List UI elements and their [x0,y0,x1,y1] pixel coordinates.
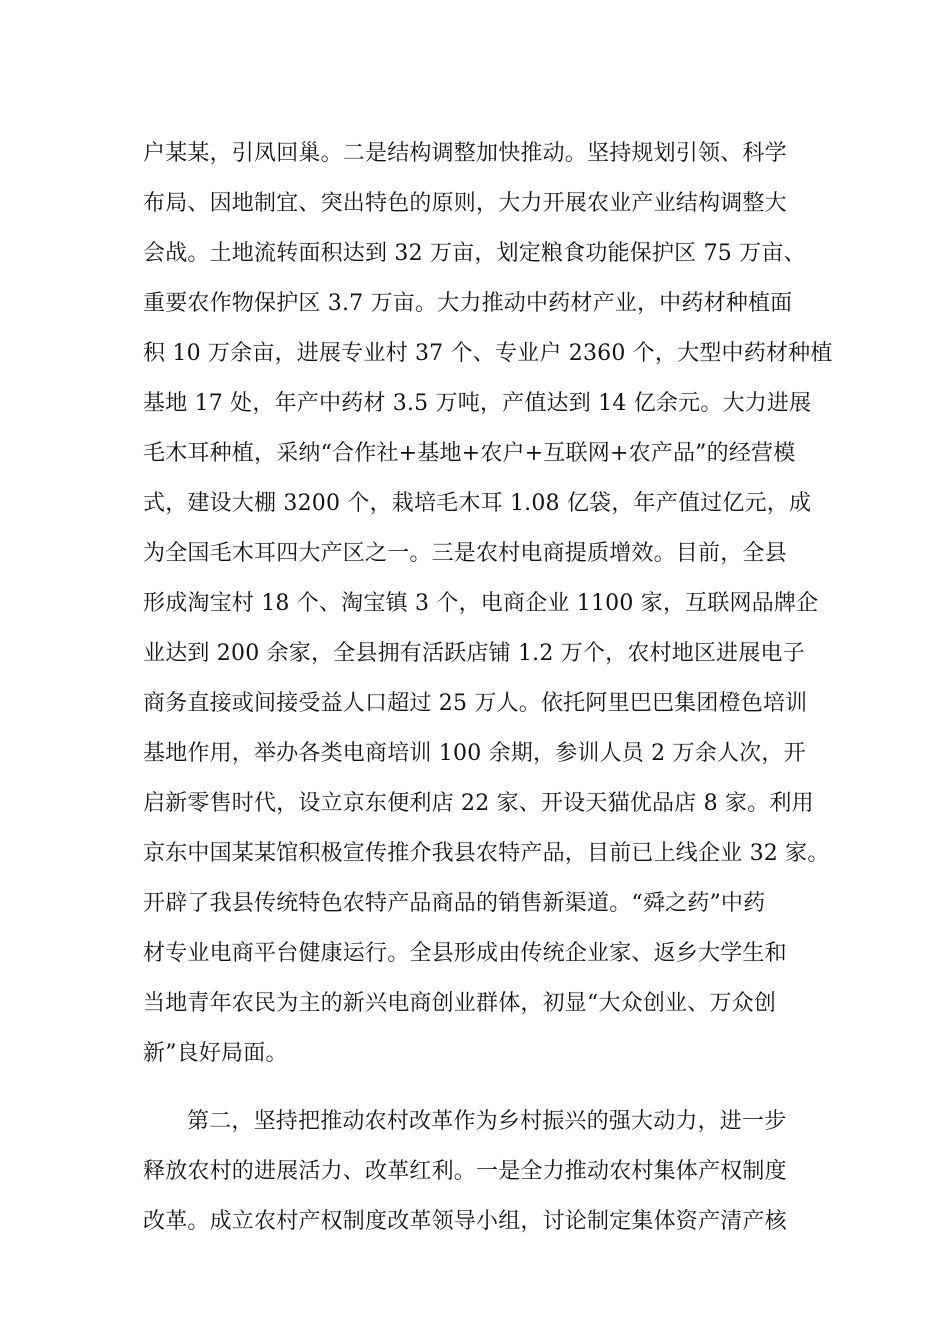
text-line: 为全国毛木耳四大产区之一。三是农村电商提质增效。目前，全县 [143,541,787,566]
text-line: 式，建设大棚 3200 个，栽培毛木耳 1.08 亿袋，年产值过亿元，成 [143,491,812,516]
text-line: 基地作用，举办各类电商培训 100 余期，参训人员 2 万余人次，开 [143,741,806,766]
text-line: 开辟了我县传统特色农特产品商品的销售新渠道。“舜之药”中药 [143,891,766,916]
text-line: 布局、因地制宜、突出特色的原则，大力开展农业产业结构调整大 [143,191,787,216]
paragraph-1 [143,129,833,1079]
text-line: 当地青年农民为主的新兴电商创业群体，初显“大众创业、万众创 [143,991,777,1016]
text-line: 毛木耳种植，采纳“合作社+基地+农户+互联网+农产品”的经营模 [143,441,796,466]
text-line: 改革。成立农村产权制度改革领导小组，讨论制定集体资产清产核 [143,1209,787,1234]
paragraph-2 [143,1097,823,1247]
text-line: 基地 17 处，年产中药材 3.5 万吨，产值达到 14 亿余元。大力进展 [143,391,812,416]
text-line: 积 10 万余亩，进展专业村 37 个、专业户 2360 个，大型中药材种植 [143,341,833,366]
text-line: 形成淘宝村 18 个、淘宝镇 3 个，电商企业 1100 家，互联网品牌企 [143,591,819,616]
text-line: 重要农作物保护区 3.7 万亩。大力推动中药材产业，中药材种植面 [143,291,793,316]
text-line: 京东中国某某馆积极宣传推介我县农特产品，目前已上线企业 32 家。 [143,841,830,866]
text-line: 启新零售时代，设立京东便利店 22 家、开设天猫优品店 8 家。利用 [143,791,814,816]
paragraph-spacer [143,1079,823,1097]
text-line: 第二，坚持把推动农村改革作为乡村振兴的强大动力，进一步 [187,1109,787,1134]
text-line: 释放农村的进展活力、改革红利。一是全力推动农村集体产权制度 [143,1159,787,1184]
text-line: 会战。土地流转面积达到 32 万亩，划定粮食功能保护区 75 万亩、 [143,241,806,266]
text-line: 材专业电商平台健康运行。全县形成由传统企业家、返乡大学生和 [143,941,787,966]
text-line: 业达到 200 余家，全县拥有活跃店铺 1.2 万个，农村地区进展电子 [143,641,805,666]
text-line: 新”良好局面。 [143,1041,288,1066]
text-line: 户某某，引凤回巢。二是结构调整加快推动。坚持规划引领、科学 [143,141,787,166]
document-body [143,129,833,1247]
text-line: 商务直接或间接受益人口超过 25 万人。依托阿里巴巴集团橙色培训 [143,691,808,716]
